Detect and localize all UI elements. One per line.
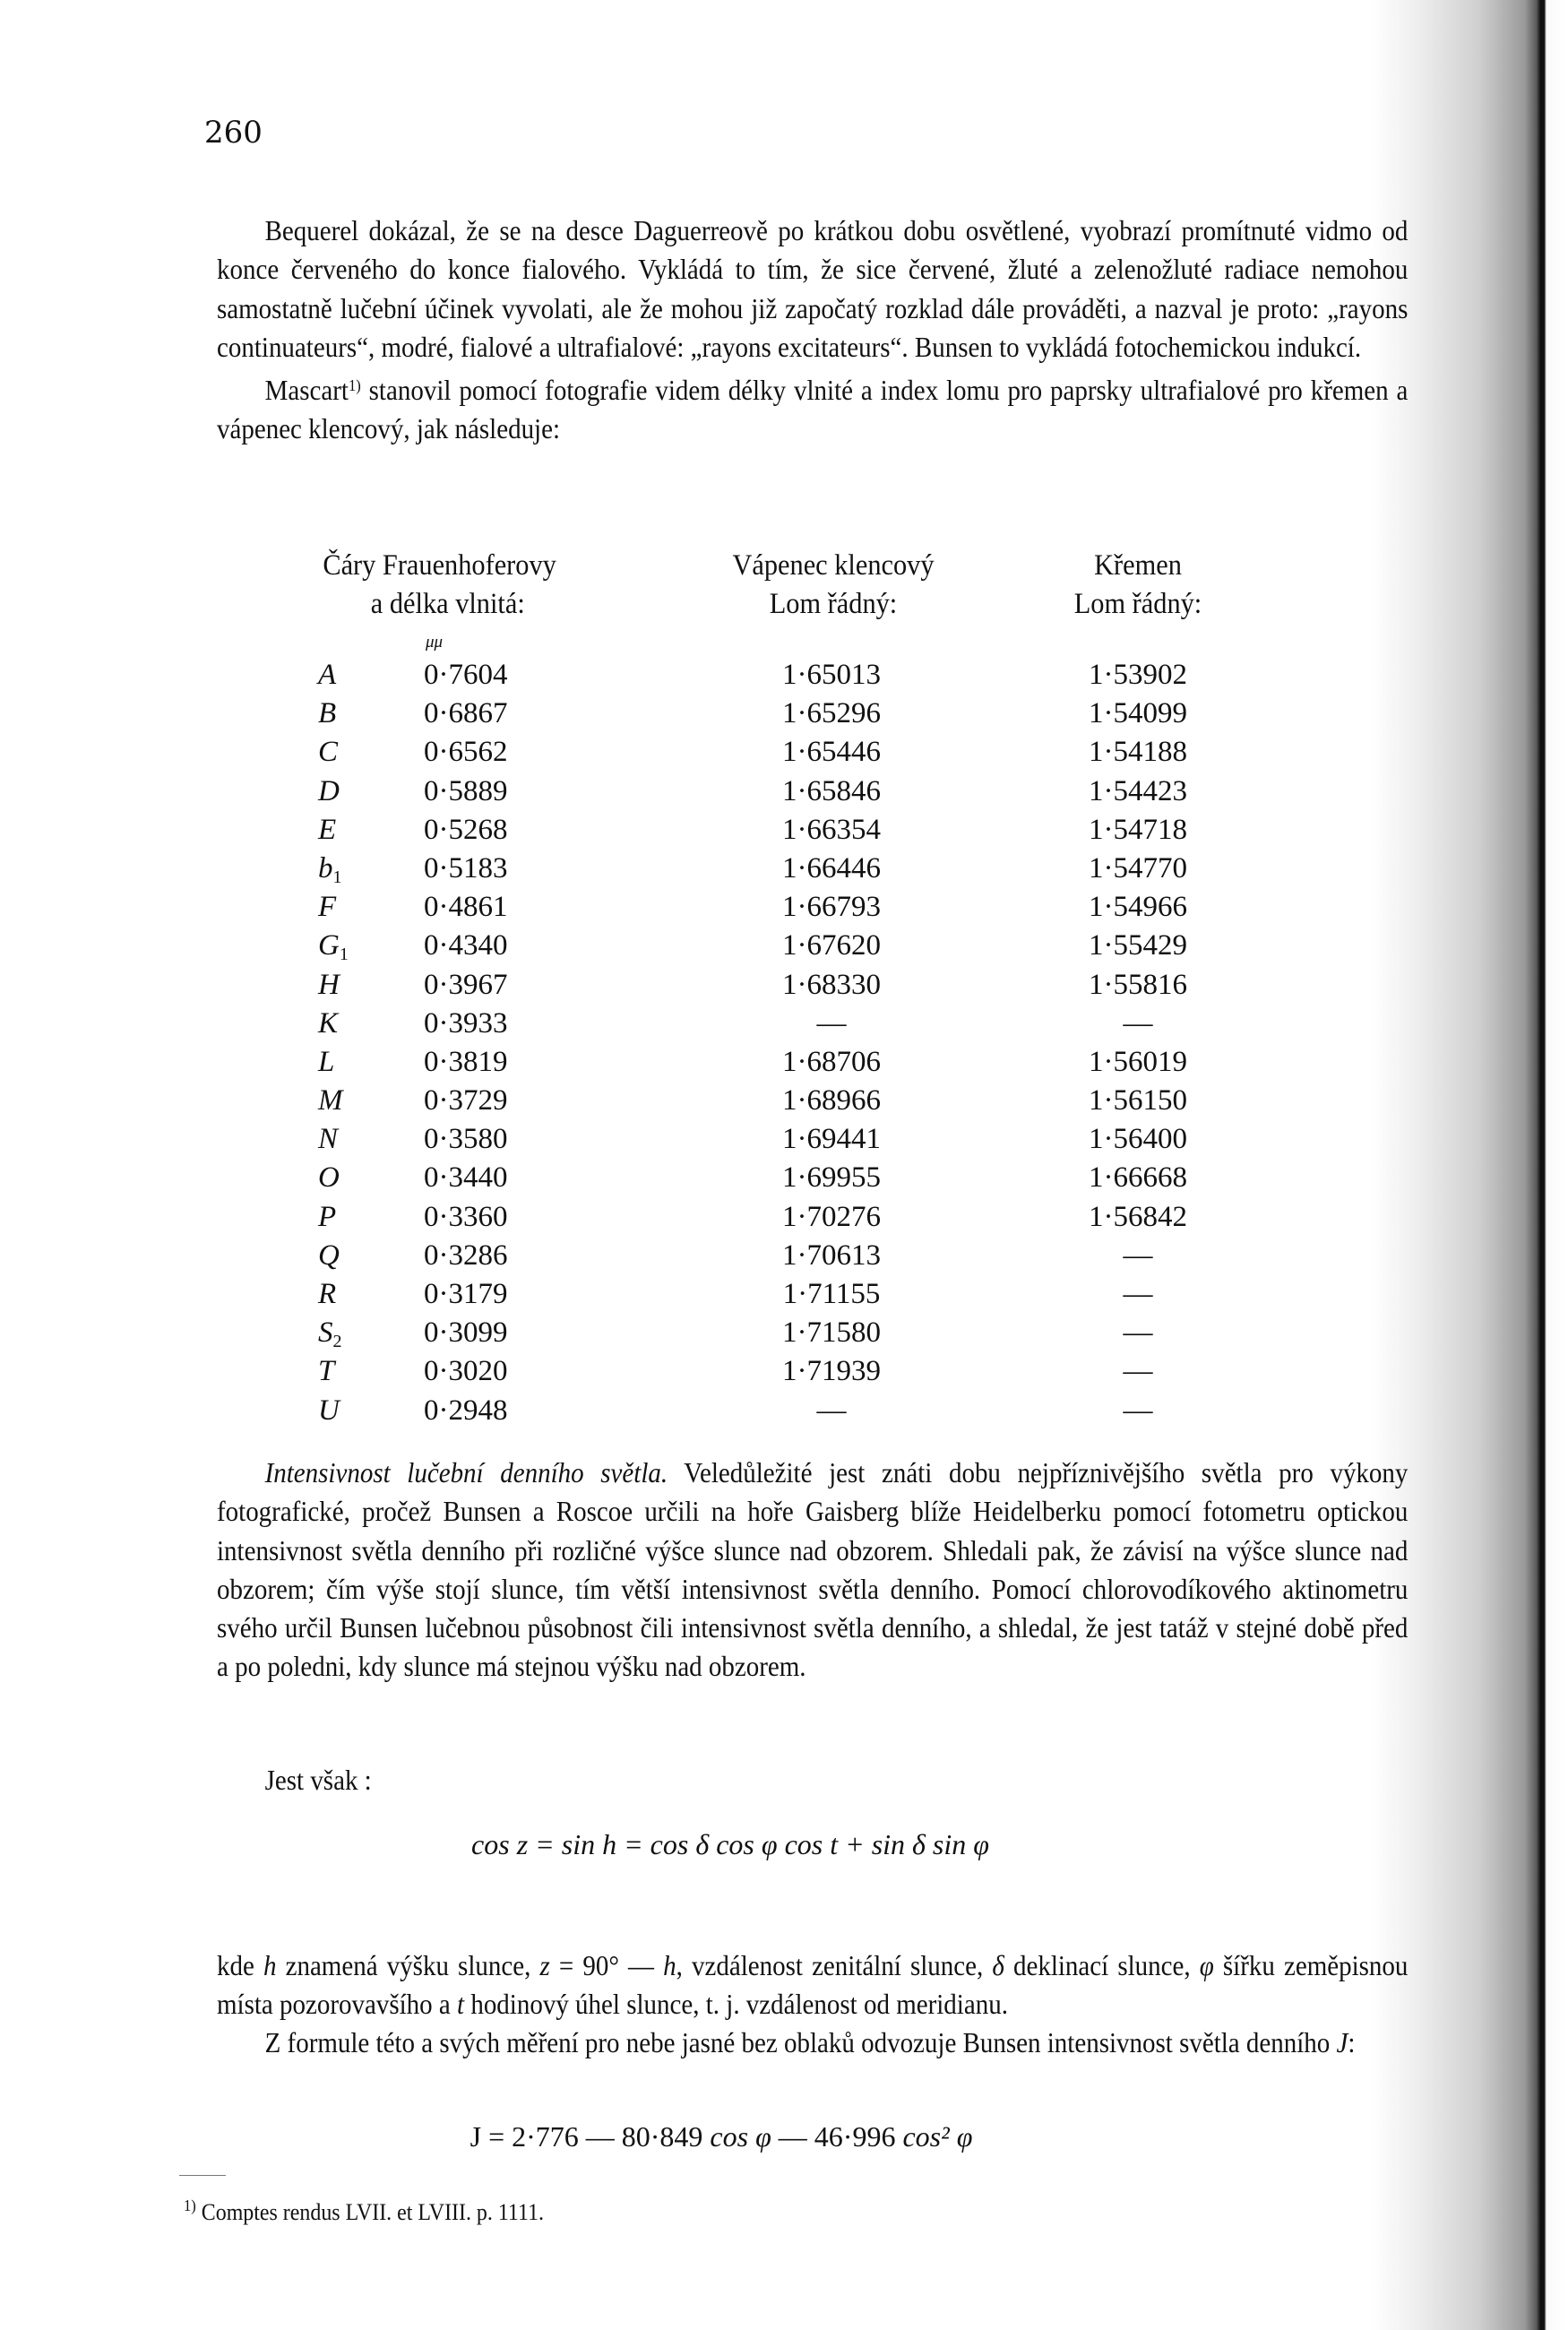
text-span: hodinový úhel slunce, t. j. vzdálenost od meridianu.	[464, 1989, 1008, 2021]
symbol-phi: φ	[1199, 1950, 1214, 1981]
quartz-index-cell: 1·54966	[1089, 891, 1187, 924]
wavelength-cell: 0·3179	[424, 1278, 508, 1310]
mascart-name: Mascart	[264, 375, 349, 407]
paragraph-bunsen-formula-wrap	[217, 2024, 1408, 2062]
calcite-index-cell: 1·65446	[782, 736, 881, 769]
text-span: znamená výšku slunce,	[276, 1950, 540, 1981]
fraunhofer-line-label	[318, 1237, 340, 1275]
quartz-index-cell: 1·55816	[1089, 968, 1187, 1001]
calcite-index-cell: 1·71155	[782, 1278, 881, 1310]
quartz-index-cell: 1·54188	[1089, 736, 1187, 769]
fraunhofer-line-label	[318, 1275, 336, 1314]
paragraph-bunsen-formula	[217, 2024, 1408, 2062]
wavelength-cell: 0·5268	[424, 813, 508, 846]
header-frauenhofer	[323, 547, 556, 624]
calcite-index-cell: 1·66446	[782, 851, 881, 885]
calcite-index-cell: 1·66354	[782, 813, 881, 846]
symbol-h: h	[663, 1950, 676, 1981]
table-row	[318, 811, 1259, 850]
wavelength-cell: 0·3099	[424, 1316, 508, 1350]
fraunhofer-line-label	[318, 1043, 334, 1082]
table-row	[318, 966, 1259, 1005]
quartz-index-cell: 1·53902	[1089, 659, 1187, 691]
text-span: šířku zeměpisnou místa pozorovavšího a	[217, 1950, 1409, 2021]
quartz-index-cell: 1·56400	[1089, 1123, 1187, 1156]
wavelength-cell: 0·4340	[424, 929, 508, 962]
fraunhofer-line-label	[318, 733, 338, 772]
line-letter: M	[318, 1084, 343, 1118]
formula-part: J = 2·776 — 80·849	[470, 2120, 711, 2153]
table-row	[318, 1314, 1259, 1352]
wavelength-cell: 0·4861	[424, 891, 508, 924]
quartz-index-cell: 1·54099	[1089, 697, 1187, 730]
wavelength-cell: 0·3440	[424, 1161, 508, 1195]
header-calcite	[730, 547, 936, 624]
page-number: 260	[204, 115, 263, 151]
paragraph-mascart	[217, 367, 1408, 449]
line-letter: L	[318, 1045, 335, 1078]
line-letter: U	[318, 1394, 340, 1427]
quartz-index-cell: —	[1123, 1316, 1153, 1350]
line-letter: A	[318, 659, 337, 691]
table-row	[318, 1392, 1259, 1430]
wavelength-cell: 0·3020	[424, 1355, 508, 1388]
calcite-index-cell: 1·67620	[782, 929, 881, 962]
table-row	[318, 1043, 1259, 1082]
table-row	[318, 1082, 1259, 1120]
text-span: Z formule této a svých měření pro nebe jasné bez oblaků odvozuje Bunsen intensivnost světla denního	[264, 2027, 1337, 2058]
line-letter: F	[318, 891, 337, 924]
fraunhofer-line-label	[318, 966, 340, 1005]
mascart-text: stanovil pomocí fotografie videm délky vlnité a index lomu pro paprsky ultrafialové pro křemen a vápenec klencový, jak následuje:	[217, 375, 1409, 445]
footnote-text: Comptes rendus LVII. et LVIII. p. 1111.	[195, 2199, 545, 2225]
wavelength-cell: 0·7604	[424, 659, 508, 691]
table-row	[318, 850, 1259, 888]
header-calcite-line2: Lom řádný:	[769, 588, 898, 620]
wavelength-cell: 0·2948	[424, 1394, 508, 1427]
quartz-index-cell: 1·56150	[1089, 1084, 1187, 1118]
text-span: = 90° —	[549, 1950, 664, 1981]
calcite-index-cell: 1·70613	[782, 1238, 881, 1272]
fraunhofer-line-label	[318, 1392, 340, 1430]
paragraph-intensity	[217, 1454, 1408, 1687]
header-quartz-line1: Křemen	[1094, 549, 1182, 582]
footnote-divider	[179, 2175, 226, 2176]
line-letter: P	[318, 1200, 337, 1233]
wavelength-cell: 0·5889	[424, 774, 508, 807]
header-quartz-line2: Lom řádný:	[1073, 588, 1202, 620]
unit-label: μμ	[426, 633, 444, 652]
line-subscript: 1	[339, 945, 349, 965]
line-letter: D	[318, 774, 340, 807]
paragraph-jest-vsak: Jest však :	[264, 1765, 372, 1796]
calcite-index-cell: 1·65296	[782, 697, 881, 730]
calcite-index-cell: 1·68330	[782, 968, 881, 1001]
quartz-index-cell: —	[1123, 1394, 1153, 1427]
line-letter: S	[318, 1316, 333, 1350]
paragraph-bequerel: Bequerel dokázal, že se na desce Daguerreově po krátkou dobu osvětlené, vyobrazí promítnuté vidmo od konce červeného do konce fialového. Vykládá to tím, že sice červené, žluté a zelenožluté radiace nemohou samostatně lučební účinek vyvolati, ale že mohou již započatý rozklad dále prováděti, a nazval je proto: „rayons continuateurs“, modré, fialové a ultrafialové: „rayons excitateurs“. Bunsen to vykládá fotochemickou indukcí.	[217, 215, 1409, 363]
wavelength-cell: 0·3360	[424, 1200, 508, 1233]
paragraph-definitions	[217, 1946, 1408, 2024]
symbol-delta: δ	[992, 1950, 1004, 1981]
fraunhofer-line-label	[318, 1120, 338, 1159]
wavelength-cell: 0·3967	[424, 968, 508, 1001]
table-row	[318, 772, 1259, 811]
fraunhofer-line-label	[318, 811, 336, 850]
table-row	[318, 927, 1259, 965]
line-subscript: 2	[332, 1332, 342, 1352]
calcite-index-cell: 1·71580	[782, 1316, 881, 1350]
formula-intensity-J	[0, 2120, 1505, 2153]
fraunhofer-line-label	[318, 695, 336, 733]
fraunhofer-line-label	[318, 1159, 340, 1197]
section-daylight-intensity	[217, 1454, 1408, 1687]
line-letter: O	[318, 1161, 340, 1195]
symbol-z: z	[539, 1950, 550, 1981]
calcite-index-cell: 1·71939	[782, 1355, 881, 1388]
header-quartz	[1039, 547, 1237, 624]
quartz-index-cell: —	[1123, 1006, 1153, 1040]
line-letter: T	[318, 1355, 335, 1388]
fraunhofer-line-label	[318, 1352, 334, 1391]
quartz-index-cell: —	[1123, 1238, 1153, 1272]
quartz-index-cell: —	[1123, 1278, 1153, 1310]
quartz-index-cell: 1·55429	[1089, 929, 1187, 962]
wavelength-cell: 0·3729	[424, 1084, 508, 1118]
quartz-index-cell: 1·54718	[1089, 813, 1187, 846]
text-span: deklinací slunce,	[1004, 1950, 1200, 1981]
section-title: Intensivnost lučební denního světla.	[264, 1457, 668, 1489]
table-row	[318, 888, 1259, 927]
table-row	[318, 1237, 1259, 1275]
header-frauenhofer-line2: a délka vlnitá:	[370, 588, 525, 620]
wavelength-cell: 0·3580	[424, 1123, 508, 1156]
fraunhofer-line-label	[318, 1198, 336, 1237]
calcite-index-cell: 1·70276	[782, 1200, 881, 1233]
fraunhofer-line-label	[318, 1082, 343, 1120]
calcite-index-cell: 1·65846	[782, 774, 881, 807]
wavelength-cell: 0·5183	[424, 851, 508, 885]
wavelength-cell: 0·3819	[424, 1045, 508, 1078]
table-row	[318, 1159, 1259, 1197]
quartz-index-cell: —	[1123, 1355, 1153, 1388]
calcite-index-cell: 1·66793	[782, 891, 881, 924]
symbol-J: J	[1336, 2027, 1348, 2058]
quartz-index-cell: 1·56019	[1089, 1045, 1187, 1078]
fraunhofer-line-label	[318, 888, 336, 927]
header-frauenhofer-line1: Čáry Frauenhoferovy	[323, 549, 556, 582]
fraunhofer-line-label	[318, 656, 336, 695]
wavelength-cell: 0·3286	[424, 1238, 508, 1272]
text-span: :	[1348, 2027, 1356, 2058]
quartz-index-cell: 1·66668	[1089, 1161, 1187, 1195]
refraction-table	[318, 547, 1259, 1427]
wavelength-cell: 0·6867	[424, 697, 508, 730]
table-row	[318, 1198, 1259, 1237]
fraunhofer-line-label	[318, 1005, 338, 1043]
table-row	[318, 656, 1259, 695]
formula-cos-z: cos z = sin h = cos δ cos φ cos t + sin δ sin φ	[471, 1828, 989, 1860]
table-header	[318, 547, 1259, 624]
intensity-text: Veledůležité jest znáti dobu nejpříznivějšího světla pro výkony fotografické, pročež Bunsen a Roscoe určili na hoře Gaisberg blíže Heidelberku pomocí fotometru optickou intensivnost světla denního při rozličné výšce slunce nad obzorem. Shledali pak, že závisí na výšce slunce nad obzorem; čím výše stojí slunce, tím větší intensivnost světla denního. Pomocí chlorovodíkového aktinometru svého určil Bunsen lučebnou působnost čili intensivnost světla denního, a shledal, že jest tatáž v stejné době před a po poledni, kdy slunce má stejnou výšku nad obzorem.	[217, 1457, 1409, 1683]
line-letter: C	[318, 736, 339, 769]
calcite-index-cell: 1·69441	[782, 1123, 881, 1156]
line-letter: N	[318, 1123, 339, 1156]
wavelength-cell: 0·6562	[424, 736, 508, 769]
quartz-index-cell: 1·54423	[1089, 774, 1187, 807]
table-row	[318, 1005, 1259, 1043]
formula-part: cos φ	[710, 2120, 771, 2153]
quartz-index-cell: 1·54770	[1089, 851, 1187, 885]
calcite-index-cell: 1·68706	[782, 1045, 881, 1078]
line-letter: G	[318, 929, 340, 962]
calcite-index-cell: 1·68966	[782, 1084, 881, 1118]
line-letter: R	[318, 1278, 337, 1310]
calcite-index-cell: 1·65013	[782, 659, 881, 691]
symbol-t: t	[457, 1989, 465, 2021]
line-letter: K	[318, 1006, 339, 1040]
wavelength-cell: 0·3933	[424, 1006, 508, 1040]
formula-part: — 46·996	[771, 2120, 903, 2153]
text-span: , vzdálenost zenitální slunce,	[676, 1950, 993, 1981]
footnote-marker: 1)	[184, 2196, 196, 2214]
line-letter: E	[318, 813, 337, 846]
line-letter: b	[318, 851, 333, 885]
quartz-index-cell: 1·56842	[1089, 1200, 1187, 1233]
formula-part: cos² φ	[902, 2120, 973, 2153]
header-calcite-line1: Vápenec klencový	[732, 549, 935, 582]
line-subscript: 1	[332, 867, 342, 887]
table-row	[318, 1120, 1259, 1159]
footnote-ref: 1)	[348, 376, 361, 395]
line-letter: Q	[318, 1238, 340, 1272]
calcite-index-cell: 1·69955	[782, 1161, 881, 1195]
fraunhofer-line-label	[318, 772, 340, 811]
intro-section	[217, 211, 1408, 449]
calcite-index-cell: —	[816, 1394, 847, 1427]
line-letter: H	[318, 968, 340, 1001]
table-row	[318, 1275, 1259, 1314]
table-body	[318, 656, 1259, 1430]
footnote	[184, 2196, 544, 2226]
table-row	[318, 1352, 1259, 1391]
paragraph-definitions-wrap	[217, 1946, 1408, 2024]
text-span: kde	[217, 1950, 263, 1981]
paragraph-jest-vsak-wrap	[217, 1761, 1314, 1799]
table-row	[318, 733, 1259, 772]
symbol-h: h	[263, 1950, 277, 1981]
calcite-index-cell: —	[816, 1006, 847, 1040]
table-row	[318, 695, 1259, 733]
line-letter: B	[318, 697, 337, 730]
